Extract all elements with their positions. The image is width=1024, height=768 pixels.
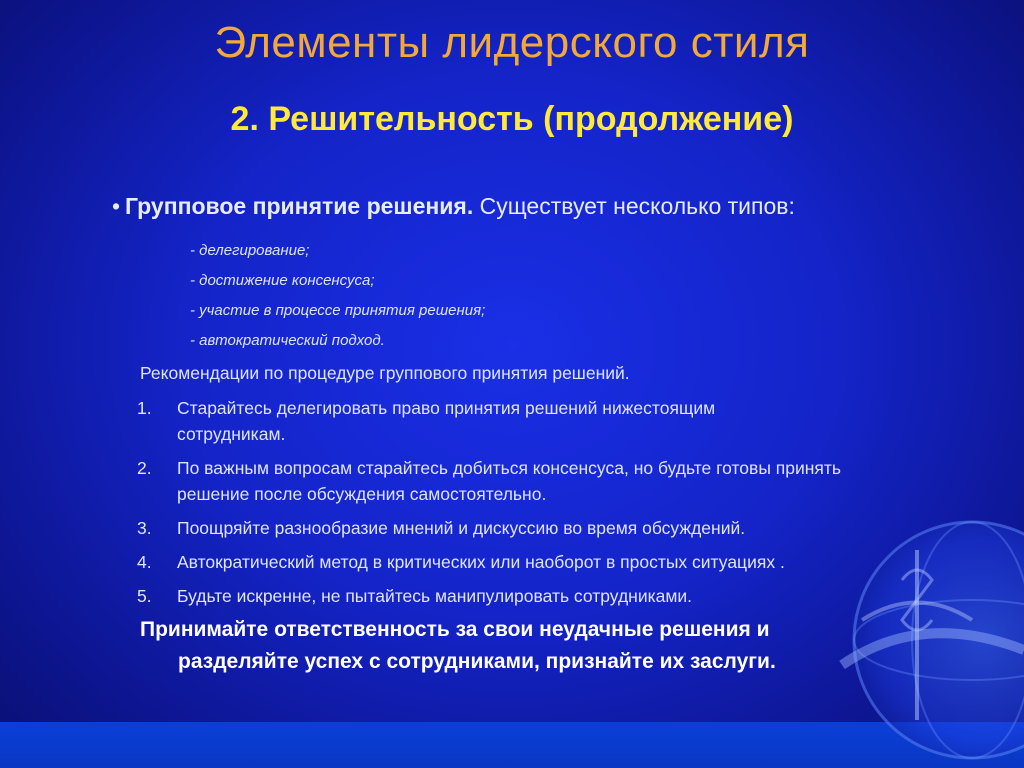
bullet-icon: •: [112, 193, 121, 219]
type-item: - делегирование;: [190, 242, 310, 259]
recommendations-heading: Рекомендации по процедуре группового принятия решений.: [140, 363, 630, 383]
list-item-text: Старайтесь делегировать право принятия решений нижестоящим сотрудникам.: [177, 398, 716, 444]
list-item-text: По важным вопросам старайтесь добиться консенсуса, но будьте готовы принять решение после обсуждения самостоятельно.: [177, 458, 842, 504]
lead-text: Существует несколько типов:: [473, 193, 795, 219]
list-item-number: 4.: [137, 552, 152, 572]
list-item-number: 2.: [137, 458, 152, 478]
list-item: [137, 515, 927, 541]
list-item: [137, 583, 927, 609]
final-line-2: разделяйте успех с сотрудниками, признайте их заслуги.: [178, 650, 776, 673]
list-item-text: Автократический метод в критических или наоборот в простых ситуациях .: [177, 552, 785, 572]
type-item: - участие в процессе принятия решения;: [190, 302, 486, 319]
lead-bold-text: Групповое принятие решения.: [125, 193, 474, 219]
recommendations-list: [137, 395, 927, 617]
globe-emblem-icon: [822, 490, 1024, 760]
list-item-number: 5.: [137, 586, 152, 606]
list-item: [137, 549, 927, 575]
list-item-text: Поощряйте разнообразие мнений и дискуссию во время обсуждений.: [177, 518, 746, 538]
final-line-1: Принимайте ответственность за свои неудачные решения и: [140, 618, 770, 641]
type-item: - достижение консенсуса;: [190, 272, 375, 289]
list-item: [137, 455, 927, 507]
slide-subtitle: 2. Решительность (продолжение): [230, 100, 794, 138]
types-list: [190, 240, 485, 360]
type-item: - автократический подход.: [190, 332, 385, 349]
list-item-number: 3.: [137, 518, 152, 538]
list-item-number: 1.: [137, 398, 152, 418]
final-statement: [140, 614, 900, 678]
list-item: [137, 395, 927, 447]
list-item-text: Будьте искренне, не пытайтесь манипулировать сотрудниками.: [177, 586, 693, 606]
slide-title: Элементы лидерского стиля: [214, 18, 810, 67]
